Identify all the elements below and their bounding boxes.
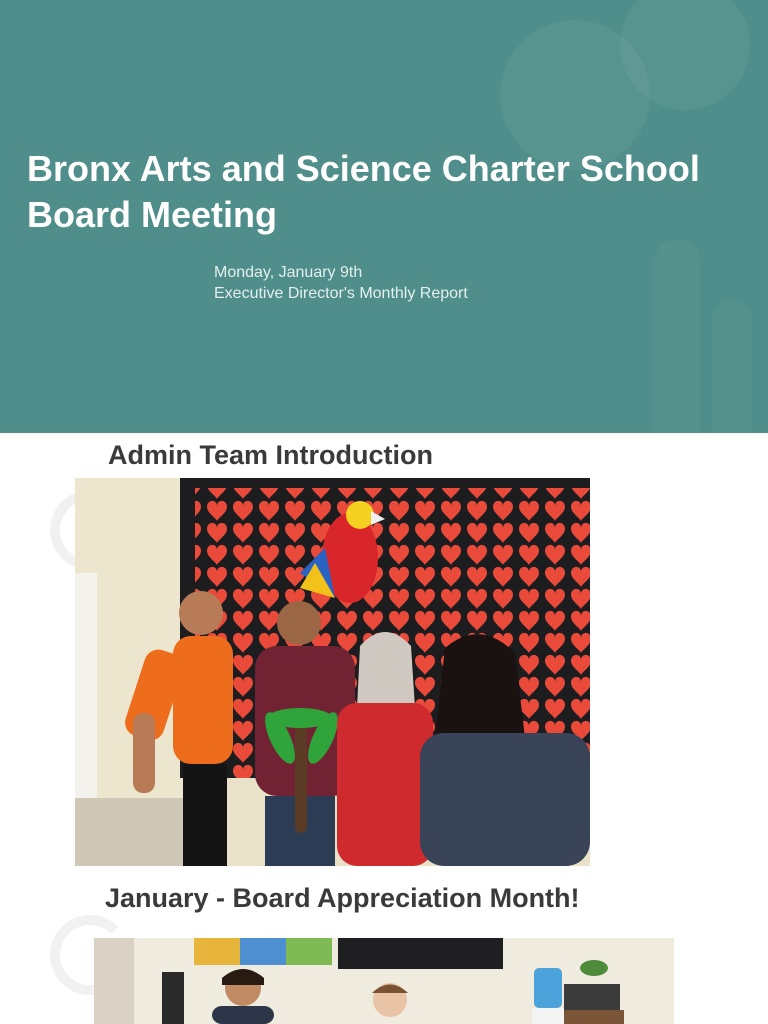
title-slide: [0, 0, 768, 433]
decorative-bar: [712, 300, 752, 433]
classroom-photo: [94, 938, 674, 1024]
board-appreciation-title: January - Board Appreciation Month!: [105, 883, 580, 913]
presentation-title: Bronx Arts and Science Charter School Board Meeting: [27, 148, 700, 235]
admin-team-photo: [75, 478, 590, 866]
presentation-subtitle: [214, 262, 468, 304]
report-name: Executive Director's Monthly Report: [214, 285, 468, 302]
meeting-date: Monday, January 9th: [214, 264, 363, 281]
decorative-bar: [655, 240, 700, 433]
admin-team-title: Admin Team Introduction: [108, 440, 433, 470]
